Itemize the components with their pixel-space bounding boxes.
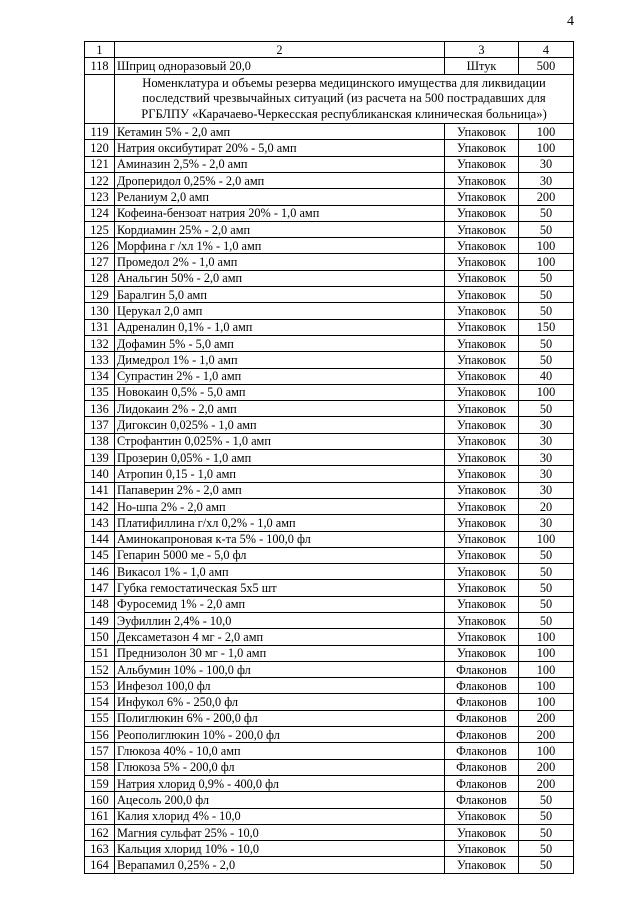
row-number: 154 bbox=[85, 694, 115, 710]
item-unit: Упаковок bbox=[445, 613, 519, 629]
item-quantity: 100 bbox=[519, 743, 574, 759]
item-name: Димедрол 1% - 1,0 амп bbox=[115, 352, 445, 368]
row-number: 118 bbox=[85, 58, 115, 74]
row-number: 143 bbox=[85, 515, 115, 531]
item-quantity: 100 bbox=[519, 238, 574, 254]
table-row bbox=[85, 661, 574, 677]
item-unit: Упаковок bbox=[445, 368, 519, 384]
table-row bbox=[85, 596, 574, 612]
item-quantity: 50 bbox=[519, 580, 574, 596]
header-cell: 1 bbox=[85, 42, 115, 58]
row-number: 130 bbox=[85, 303, 115, 319]
item-unit: Упаковок bbox=[445, 596, 519, 612]
row-number: 149 bbox=[85, 613, 115, 629]
item-name: Викасол 1% - 1,0 амп bbox=[115, 564, 445, 580]
item-unit: Упаковок bbox=[445, 319, 519, 335]
header-cell: 3 bbox=[445, 42, 519, 58]
item-quantity: 30 bbox=[519, 515, 574, 531]
row-number: 142 bbox=[85, 498, 115, 514]
row-number: 152 bbox=[85, 661, 115, 677]
item-unit: Упаковок bbox=[445, 384, 519, 400]
item-unit: Упаковок bbox=[445, 238, 519, 254]
row-number: 153 bbox=[85, 678, 115, 694]
item-unit: Упаковок bbox=[445, 824, 519, 840]
row-number: 134 bbox=[85, 368, 115, 384]
table-row bbox=[85, 124, 574, 140]
page-number: 4 bbox=[567, 14, 574, 29]
item-quantity: 50 bbox=[519, 335, 574, 351]
table-row bbox=[85, 58, 574, 74]
item-name: Шприц одноразовый 20,0 bbox=[115, 58, 445, 74]
item-unit: Упаковок bbox=[445, 172, 519, 188]
row-number: 126 bbox=[85, 238, 115, 254]
item-name: Кордиамин 25% - 2,0 амп bbox=[115, 221, 445, 237]
item-quantity: 100 bbox=[519, 661, 574, 677]
section-row bbox=[85, 74, 574, 124]
table-row bbox=[85, 694, 574, 710]
item-unit: Упаковок bbox=[445, 498, 519, 514]
table-row bbox=[85, 547, 574, 563]
table-row bbox=[85, 189, 574, 205]
item-name: Глюкоза 40% - 10,0 амп bbox=[115, 743, 445, 759]
row-number: 163 bbox=[85, 841, 115, 857]
row-number: 145 bbox=[85, 547, 115, 563]
item-name: Прозерин 0,05% - 1,0 амп bbox=[115, 450, 445, 466]
item-name: Кетамин 5% - 2,0 амп bbox=[115, 124, 445, 140]
table-header-row bbox=[85, 42, 574, 58]
item-unit: Упаковок bbox=[445, 335, 519, 351]
table-row bbox=[85, 727, 574, 743]
item-name: Лидокаин 2% - 2,0 амп bbox=[115, 401, 445, 417]
item-unit: Упаковок bbox=[445, 482, 519, 498]
item-quantity: 100 bbox=[519, 645, 574, 661]
row-number: 132 bbox=[85, 335, 115, 351]
item-quantity: 50 bbox=[519, 564, 574, 580]
header-cell: 2 bbox=[115, 42, 445, 58]
row-number: 159 bbox=[85, 775, 115, 791]
item-name: Баралгин 5,0 амп bbox=[115, 287, 445, 303]
item-unit: Упаковок bbox=[445, 189, 519, 205]
item-unit: Упаковок bbox=[445, 401, 519, 417]
table-row bbox=[85, 270, 574, 286]
row-number: 121 bbox=[85, 156, 115, 172]
table-row bbox=[85, 450, 574, 466]
item-name: Фуросемид 1% - 2,0 амп bbox=[115, 596, 445, 612]
item-quantity: 50 bbox=[519, 547, 574, 563]
table-row bbox=[85, 841, 574, 857]
item-unit: Флаконов bbox=[445, 710, 519, 726]
table-row bbox=[85, 205, 574, 221]
item-name: Адреналин 0,1% - 1,0 амп bbox=[115, 319, 445, 335]
item-name: Супрастин 2% - 1,0 амп bbox=[115, 368, 445, 384]
item-name: Глюкоза 5% - 200,0 фл bbox=[115, 759, 445, 775]
table-row bbox=[85, 515, 574, 531]
item-quantity: 100 bbox=[519, 694, 574, 710]
item-quantity: 30 bbox=[519, 466, 574, 482]
item-name: Кальция хлорид 10% - 10,0 bbox=[115, 841, 445, 857]
item-quantity: 200 bbox=[519, 759, 574, 775]
item-quantity: 50 bbox=[519, 596, 574, 612]
item-quantity: 50 bbox=[519, 205, 574, 221]
item-unit: Упаковок bbox=[445, 580, 519, 596]
item-name: Верапамил 0,25% - 2,0 bbox=[115, 857, 445, 873]
item-quantity: 50 bbox=[519, 841, 574, 857]
item-name: Платифиллина г/хл 0,2% - 1,0 амп bbox=[115, 515, 445, 531]
table-row bbox=[85, 743, 574, 759]
table-row bbox=[85, 613, 574, 629]
item-name: Анальгин 50% - 2,0 амп bbox=[115, 270, 445, 286]
item-unit: Упаковок bbox=[445, 352, 519, 368]
table-row bbox=[85, 433, 574, 449]
table-row bbox=[85, 808, 574, 824]
item-quantity: 30 bbox=[519, 172, 574, 188]
row-number: 160 bbox=[85, 792, 115, 808]
table-row bbox=[85, 368, 574, 384]
item-name: Кофеина-бензоат натрия 20% - 1,0 амп bbox=[115, 205, 445, 221]
row-number: 140 bbox=[85, 466, 115, 482]
item-name: Эуфиллин 2,4% - 10,0 bbox=[115, 613, 445, 629]
item-quantity: 100 bbox=[519, 140, 574, 156]
table-row bbox=[85, 417, 574, 433]
item-unit: Упаковок bbox=[445, 808, 519, 824]
table-row bbox=[85, 319, 574, 335]
row-number: 157 bbox=[85, 743, 115, 759]
item-name: Гепарин 5000 ме - 5,0 фл bbox=[115, 547, 445, 563]
row-number: 120 bbox=[85, 140, 115, 156]
table-row bbox=[85, 335, 574, 351]
row-number: 150 bbox=[85, 629, 115, 645]
row-number: 147 bbox=[85, 580, 115, 596]
row-number: 156 bbox=[85, 727, 115, 743]
item-quantity: 50 bbox=[519, 270, 574, 286]
item-name: Церукал 2,0 амп bbox=[115, 303, 445, 319]
item-unit: Флаконов bbox=[445, 694, 519, 710]
item-quantity: 50 bbox=[519, 303, 574, 319]
item-quantity: 30 bbox=[519, 433, 574, 449]
row-number: 148 bbox=[85, 596, 115, 612]
item-unit: Флаконов bbox=[445, 727, 519, 743]
item-name: Дофамин 5% - 5,0 амп bbox=[115, 335, 445, 351]
table-row bbox=[85, 710, 574, 726]
item-unit: Упаковок bbox=[445, 303, 519, 319]
row-number: 161 bbox=[85, 808, 115, 824]
table-row bbox=[85, 678, 574, 694]
item-name: Калия хлорид 4% - 10,0 bbox=[115, 808, 445, 824]
row-number: 158 bbox=[85, 759, 115, 775]
item-unit: Упаковок bbox=[445, 221, 519, 237]
row-number: 144 bbox=[85, 531, 115, 547]
item-unit: Упаковок bbox=[445, 645, 519, 661]
table-row bbox=[85, 792, 574, 808]
item-unit: Флаконов bbox=[445, 775, 519, 791]
item-quantity: 200 bbox=[519, 710, 574, 726]
item-quantity: 50 bbox=[519, 221, 574, 237]
table-row bbox=[85, 156, 574, 172]
row-number: 129 bbox=[85, 287, 115, 303]
item-unit: Упаковок bbox=[445, 156, 519, 172]
item-unit: Флаконов bbox=[445, 678, 519, 694]
item-name: Атропин 0,15 - 1,0 амп bbox=[115, 466, 445, 482]
item-quantity: 50 bbox=[519, 401, 574, 417]
item-name: Магния сульфат 25% - 10,0 bbox=[115, 824, 445, 840]
table-row bbox=[85, 172, 574, 188]
row-number: 139 bbox=[85, 450, 115, 466]
row-number: 146 bbox=[85, 564, 115, 580]
item-quantity: 30 bbox=[519, 450, 574, 466]
row-number: 164 bbox=[85, 857, 115, 873]
item-quantity: 50 bbox=[519, 808, 574, 824]
item-quantity: 50 bbox=[519, 857, 574, 873]
table-row bbox=[85, 824, 574, 840]
item-unit: Флаконов bbox=[445, 743, 519, 759]
item-unit: Упаковок bbox=[445, 515, 519, 531]
section-title: Номенклатура и объемы резерва медицинского имущества для ликвидации последствий чрезвычайных ситуаций (из расчета на 500 пострадавших для РГБЛПУ «Карачаево-Черкесская республиканская клиническая больница») bbox=[115, 74, 574, 124]
row-number: 122 bbox=[85, 172, 115, 188]
table-row bbox=[85, 238, 574, 254]
item-name: Инфукол 6% - 250,0 фл bbox=[115, 694, 445, 710]
item-quantity: 30 bbox=[519, 417, 574, 433]
item-unit: Флаконов bbox=[445, 759, 519, 775]
item-unit: Штук bbox=[445, 58, 519, 74]
item-quantity: 20 bbox=[519, 498, 574, 514]
item-name: Дигоксин 0,025% - 1,0 амп bbox=[115, 417, 445, 433]
row-number: 124 bbox=[85, 205, 115, 221]
item-name: Дексаметазон 4 мг - 2,0 амп bbox=[115, 629, 445, 645]
item-unit: Упаковок bbox=[445, 450, 519, 466]
item-name: Строфантин 0,025% - 1,0 амп bbox=[115, 433, 445, 449]
section-spacer bbox=[85, 74, 115, 124]
item-quantity: 150 bbox=[519, 319, 574, 335]
item-quantity: 100 bbox=[519, 678, 574, 694]
table-row bbox=[85, 759, 574, 775]
table-row bbox=[85, 580, 574, 596]
item-quantity: 30 bbox=[519, 482, 574, 498]
row-number: 125 bbox=[85, 221, 115, 237]
table-row bbox=[85, 254, 574, 270]
item-name: Промедол 2% - 1,0 амп bbox=[115, 254, 445, 270]
item-unit: Упаковок bbox=[445, 124, 519, 140]
item-unit: Упаковок bbox=[445, 287, 519, 303]
row-number: 137 bbox=[85, 417, 115, 433]
row-number: 131 bbox=[85, 319, 115, 335]
item-name: Реланиум 2,0 амп bbox=[115, 189, 445, 205]
item-unit: Упаковок bbox=[445, 564, 519, 580]
row-number: 151 bbox=[85, 645, 115, 661]
table-row bbox=[85, 140, 574, 156]
item-unit: Упаковок bbox=[445, 140, 519, 156]
item-unit: Упаковок bbox=[445, 417, 519, 433]
item-unit: Упаковок bbox=[445, 531, 519, 547]
row-number: 136 bbox=[85, 401, 115, 417]
item-quantity: 100 bbox=[519, 124, 574, 140]
table-row bbox=[85, 531, 574, 547]
item-unit: Упаковок bbox=[445, 205, 519, 221]
row-number: 135 bbox=[85, 384, 115, 400]
item-name: Преднизолон 30 мг - 1,0 амп bbox=[115, 645, 445, 661]
item-unit: Упаковок bbox=[445, 270, 519, 286]
item-unit: Упаковок bbox=[445, 433, 519, 449]
item-unit: Упаковок bbox=[445, 841, 519, 857]
item-quantity: 200 bbox=[519, 189, 574, 205]
table-row bbox=[85, 629, 574, 645]
item-name: Натрия оксибутират 20% - 5,0 амп bbox=[115, 140, 445, 156]
item-quantity: 50 bbox=[519, 287, 574, 303]
item-name: Натрия хлорид 0,9% - 400,0 фл bbox=[115, 775, 445, 791]
item-unit: Упаковок bbox=[445, 466, 519, 482]
table-row bbox=[85, 564, 574, 580]
item-quantity: 100 bbox=[519, 384, 574, 400]
item-unit: Флаконов bbox=[445, 661, 519, 677]
row-number: 127 bbox=[85, 254, 115, 270]
item-quantity: 50 bbox=[519, 824, 574, 840]
item-quantity: 30 bbox=[519, 156, 574, 172]
table-row bbox=[85, 645, 574, 661]
table-row bbox=[85, 775, 574, 791]
row-number: 155 bbox=[85, 710, 115, 726]
row-number: 123 bbox=[85, 189, 115, 205]
item-quantity: 50 bbox=[519, 613, 574, 629]
header-cell: 4 bbox=[519, 42, 574, 58]
item-quantity: 100 bbox=[519, 629, 574, 645]
item-name: Новокаин 0,5% - 5,0 амп bbox=[115, 384, 445, 400]
item-name: Реополиглюкин 10% - 200,0 фл bbox=[115, 727, 445, 743]
row-number: 128 bbox=[85, 270, 115, 286]
item-name: Альбумин 10% - 100,0 фл bbox=[115, 661, 445, 677]
item-name: Аминокапроновая к-та 5% - 100,0 фл bbox=[115, 531, 445, 547]
item-unit: Упаковок bbox=[445, 629, 519, 645]
table-row bbox=[85, 498, 574, 514]
item-unit: Флаконов bbox=[445, 792, 519, 808]
row-number: 162 bbox=[85, 824, 115, 840]
item-name: Инфезол 100,0 фл bbox=[115, 678, 445, 694]
item-name: Губка гемостатическая 5х5 шт bbox=[115, 580, 445, 596]
item-quantity: 100 bbox=[519, 254, 574, 270]
item-quantity: 50 bbox=[519, 792, 574, 808]
item-unit: Упаковок bbox=[445, 857, 519, 873]
table-row bbox=[85, 466, 574, 482]
table-row bbox=[85, 352, 574, 368]
table-row bbox=[85, 303, 574, 319]
supplies-table bbox=[84, 41, 574, 874]
row-number: 141 bbox=[85, 482, 115, 498]
item-quantity: 200 bbox=[519, 775, 574, 791]
item-unit: Упаковок bbox=[445, 254, 519, 270]
item-name: Папаверин 2% - 2,0 амп bbox=[115, 482, 445, 498]
item-name: Полиглюкин 6% - 200,0 фл bbox=[115, 710, 445, 726]
item-quantity: 100 bbox=[519, 531, 574, 547]
item-name: Дроперидол 0,25% - 2,0 амп bbox=[115, 172, 445, 188]
item-unit: Упаковок bbox=[445, 547, 519, 563]
table-row bbox=[85, 287, 574, 303]
row-number: 119 bbox=[85, 124, 115, 140]
table-row bbox=[85, 482, 574, 498]
table-row bbox=[85, 384, 574, 400]
item-quantity: 500 bbox=[519, 58, 574, 74]
table-row bbox=[85, 221, 574, 237]
table-row bbox=[85, 857, 574, 873]
row-number: 133 bbox=[85, 352, 115, 368]
item-name: Но-шпа 2% - 2,0 амп bbox=[115, 498, 445, 514]
row-number: 138 bbox=[85, 433, 115, 449]
table-row bbox=[85, 401, 574, 417]
item-name: Аминазин 2,5% - 2,0 амп bbox=[115, 156, 445, 172]
item-quantity: 50 bbox=[519, 352, 574, 368]
item-quantity: 40 bbox=[519, 368, 574, 384]
item-name: Ацесоль 200,0 фл bbox=[115, 792, 445, 808]
item-quantity: 200 bbox=[519, 727, 574, 743]
item-name: Морфина г /хл 1% - 1,0 амп bbox=[115, 238, 445, 254]
